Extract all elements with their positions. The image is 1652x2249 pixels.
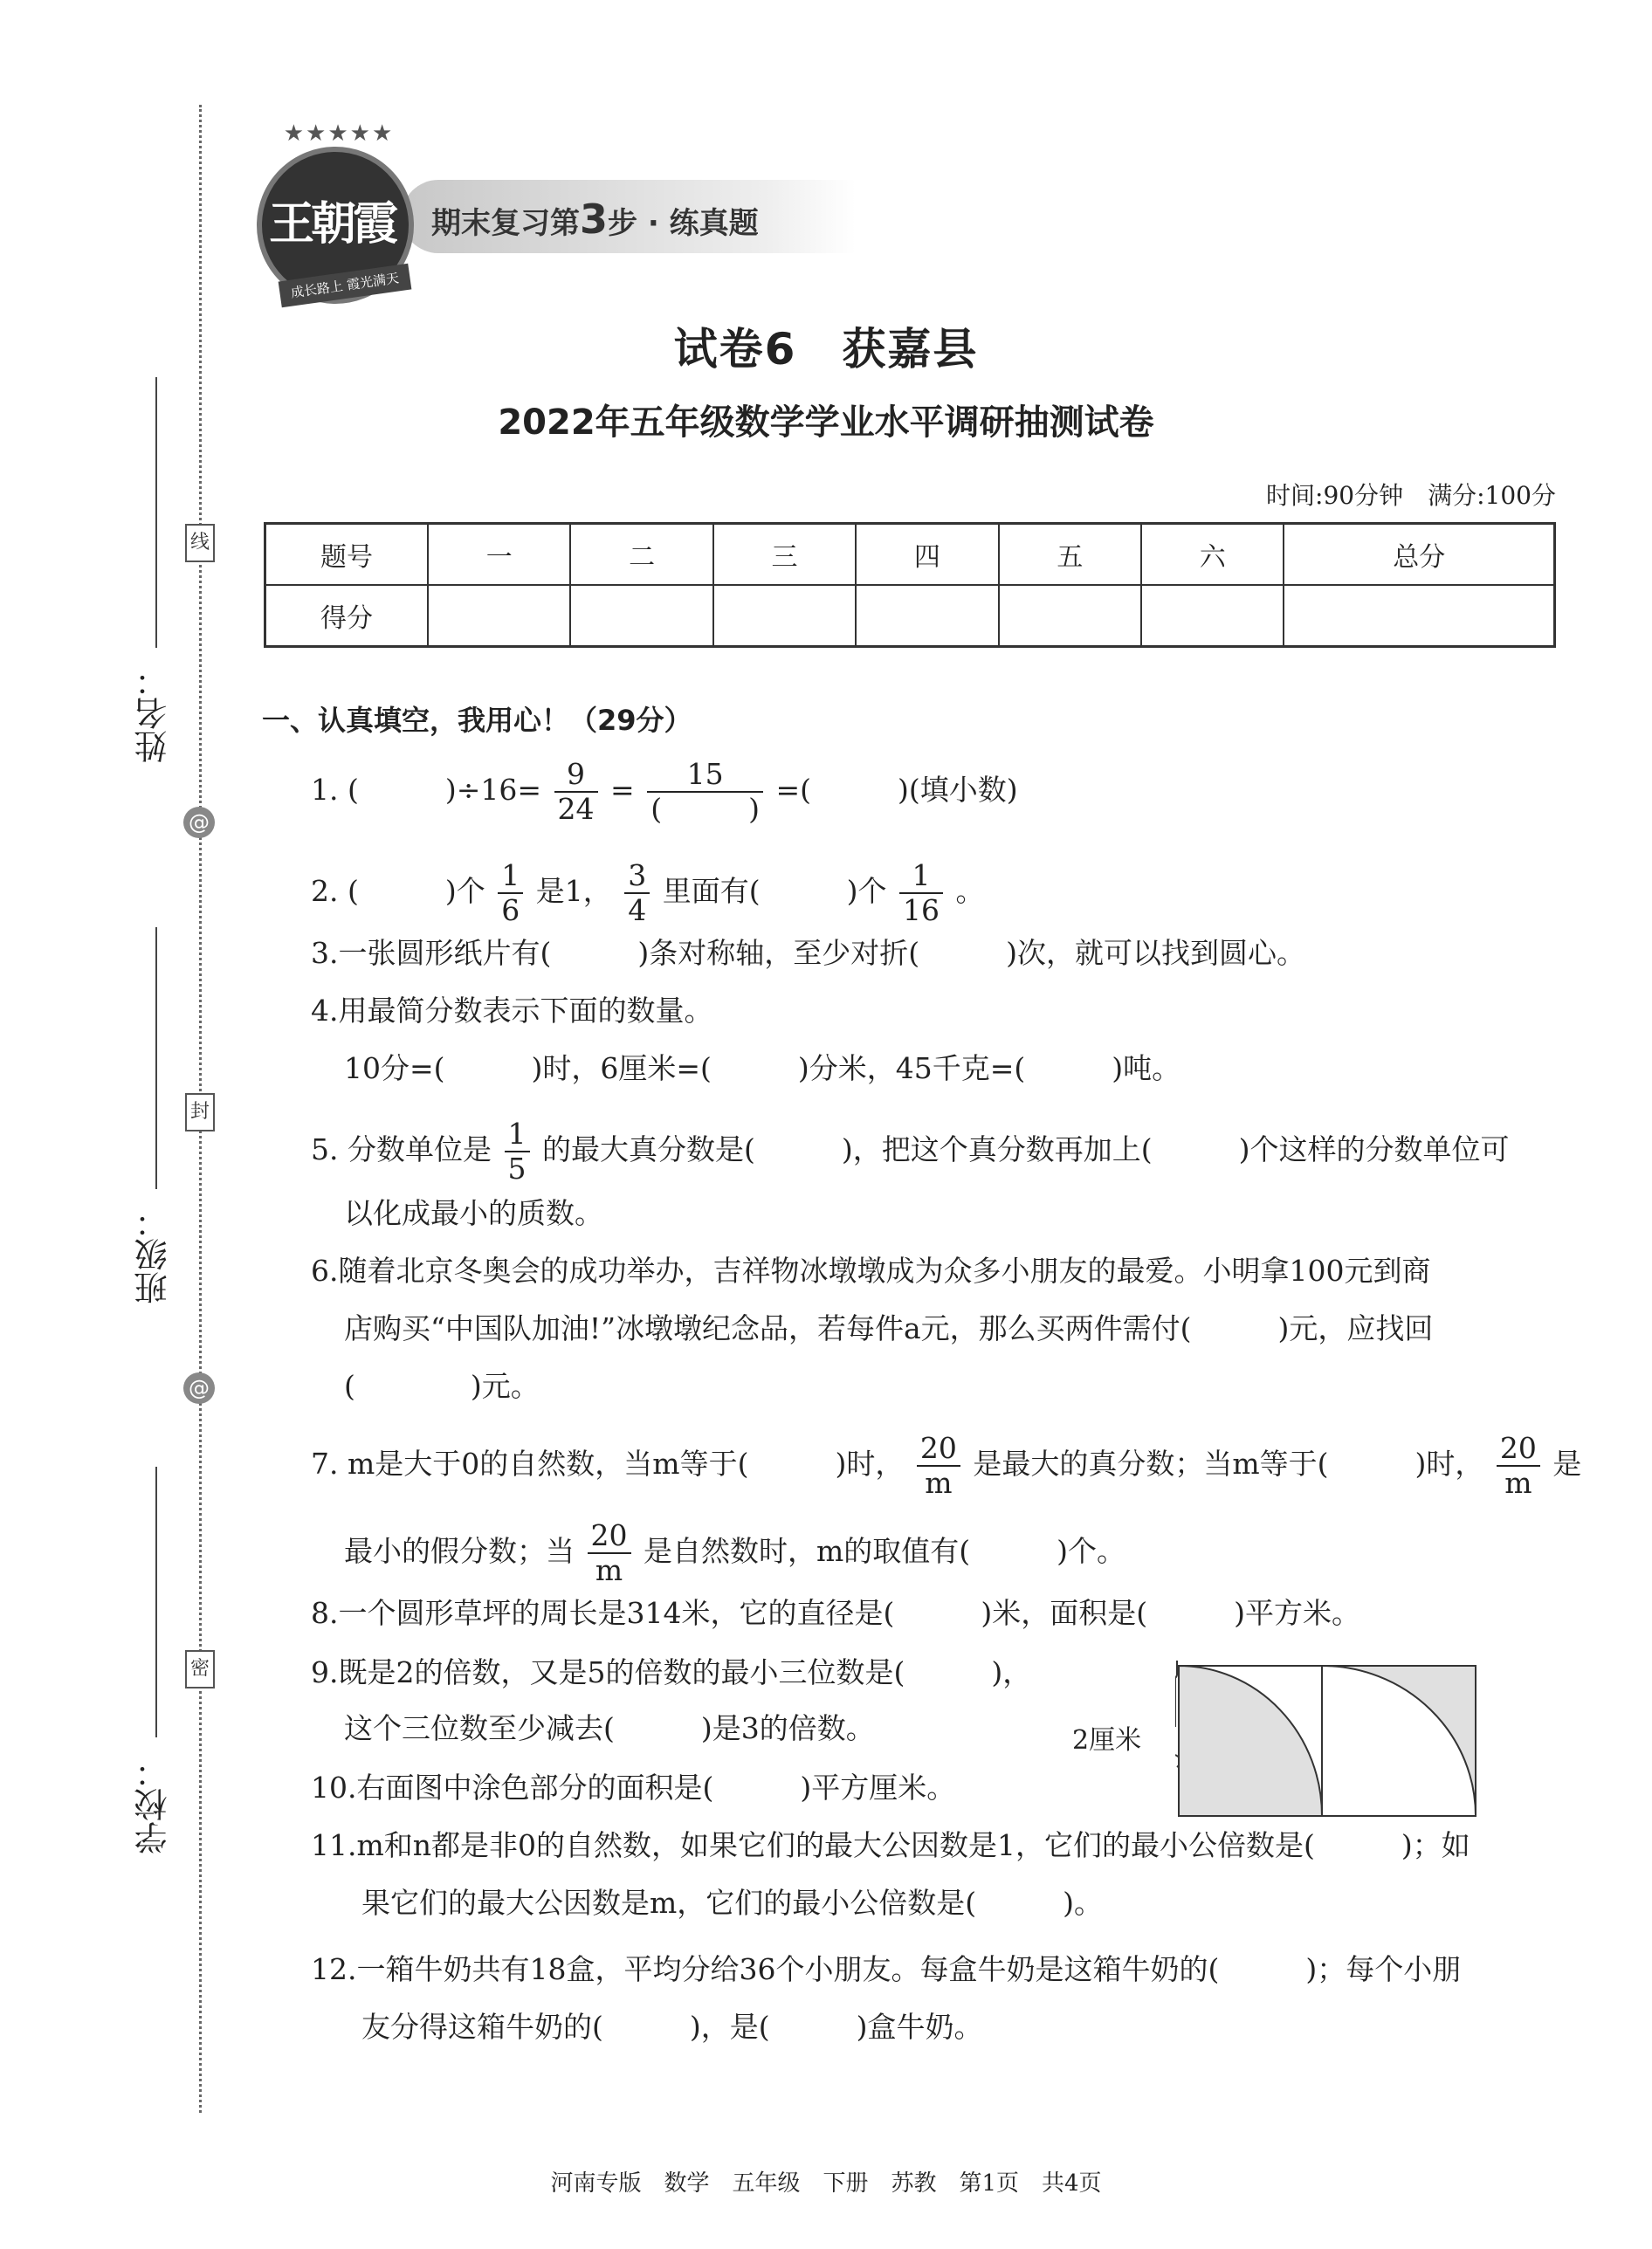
q-text: 。	[955, 873, 985, 908]
question-2	[311, 859, 985, 927]
fraction: $\frac{15}{( )}$	[647, 758, 763, 826]
header-cell: 四	[856, 524, 998, 586]
question-5-line2: 以化成最小的质数。	[344, 1196, 603, 1230]
fraction: $\frac{20}{m}$	[588, 1519, 631, 1587]
q-text: m和n都是非0的自然数，如果它们的最大公因数是1，它们的最小公倍数是( )；如	[356, 1828, 1470, 1862]
fraction: $\frac{9}{24}$	[554, 758, 598, 826]
school-field[interactable]	[155, 1467, 157, 1737]
fraction: $\frac{3}{4}$	[624, 859, 650, 927]
question-12	[311, 1950, 1461, 1989]
q-text: 是	[1552, 1446, 1582, 1481]
q-text: =( )(填小数)	[775, 772, 1018, 807]
q-text: 一个圆形草坪的周长是314米，它的直径是( )米，面积是( )平方米。	[338, 1596, 1360, 1630]
header-cell: 三	[713, 524, 856, 586]
swirl-icon: @	[183, 1372, 215, 1404]
q-number: 5.	[311, 1131, 339, 1166]
school-label: 学校：	[134, 1755, 173, 1854]
fraction: $\frac{20}{m}$	[917, 1432, 960, 1500]
question-10	[311, 1769, 955, 1807]
q-text: 用最简分数表示下面的数量。	[338, 994, 713, 1028]
fraction: $\frac{20}{m}$	[1497, 1432, 1540, 1500]
question-3	[311, 934, 1305, 973]
q-number: 6.	[311, 1254, 339, 1288]
question-7	[311, 1432, 1581, 1500]
question-9-line2: 这个三位数至少减去( )是3的倍数。	[344, 1711, 875, 1745]
question-6-line2: 店购买“中国队加油!”冰墩墩纪念品，若每件a元，那么买两件需付( )元，应找回	[344, 1311, 1434, 1345]
q-text: ( )个	[348, 873, 485, 908]
fraction: $\frac{1}{5}$	[505, 1118, 530, 1186]
fraction: $\frac{1}{6}$	[498, 859, 523, 927]
score-cell[interactable]	[570, 585, 712, 647]
logo-text: 王朝霞	[268, 197, 395, 251]
q-number: 4.	[311, 994, 339, 1028]
section-1-title: 一、认真填空，我用心！（29分）	[262, 704, 692, 737]
score-cell[interactable]	[1284, 585, 1554, 647]
q-text: 的最大真分数是( )，把这个真分数再加上( )个这样的分数单位可	[542, 1131, 1510, 1166]
q-text: 随着北京冬奥会的成功举办，吉祥物冰墩墩成为众多小朋友的最爱。小明拿100元到商	[338, 1254, 1431, 1288]
figure-label: 2厘米	[1072, 1725, 1142, 1756]
binding-char-seal: 封	[185, 1093, 215, 1131]
q-text: 是最大的真分数；当m等于( )时，	[973, 1446, 1484, 1481]
header-cell: 题号	[265, 524, 429, 586]
q-number: 10.	[311, 1771, 357, 1805]
q-number: 2.	[311, 873, 339, 908]
stars-icon: ★★★★★	[283, 120, 395, 147]
question-6	[311, 1252, 1431, 1290]
fraction: $\frac{1}{16}$	[899, 859, 943, 927]
q-number: 8.	[311, 1596, 339, 1630]
score-table	[264, 522, 1556, 648]
question-12-line2: 友分得这箱牛奶的( )，是( )盒牛奶。	[361, 2010, 983, 2044]
score-header-row	[265, 524, 1555, 586]
question-6-line3: ( )元。	[344, 1369, 540, 1403]
q-number: 1.	[311, 772, 339, 807]
q-text: 一张圆形纸片有( )条对称轴，至少对折( )次，就可以找到圆心。	[338, 936, 1305, 970]
question-9	[311, 1654, 1031, 1692]
score-cell[interactable]	[1141, 585, 1284, 647]
shaded-figure	[1175, 1659, 1481, 1833]
name-label: 姓名：	[134, 664, 173, 763]
q-text: ( )÷16=	[348, 772, 542, 807]
score-cell[interactable]	[999, 585, 1141, 647]
q-text: 一箱牛奶共有18盒，平均分给36个小朋友。每盒牛奶是这箱牛奶的( )；每个小朋	[356, 1952, 1462, 1986]
q-number: 11.	[311, 1828, 357, 1862]
logo-slogan: 成长路上 霞光满天	[279, 264, 412, 308]
score-cell[interactable]	[428, 585, 570, 647]
question-5	[311, 1118, 1510, 1186]
q-number: 12.	[311, 1952, 357, 1986]
score-row	[265, 585, 1555, 647]
q-text: m是大于0的自然数，当m等于( )时，	[348, 1446, 905, 1481]
binding-char-line: 线	[185, 524, 215, 562]
question-11-line2: 果它们的最大公因数是m，它们的最小公倍数是( )。	[361, 1886, 1104, 1920]
q-text: 分数单位是	[348, 1131, 492, 1166]
q-text: 最小的假分数；当	[344, 1533, 575, 1568]
exam-meta: 时间:90分钟 满分:100分	[1266, 481, 1556, 510]
class-label: 班级：	[134, 1205, 173, 1304]
question-7-line2	[344, 1519, 1125, 1587]
q-text: =	[610, 772, 635, 807]
question-8	[311, 1594, 1360, 1633]
header-cell: 总分	[1284, 524, 1554, 586]
q-text: 里面有( )个	[662, 873, 887, 908]
score-cell[interactable]	[856, 585, 998, 647]
question-1	[311, 758, 1018, 826]
banner-text: 期末复习第3步 · 练真题	[431, 196, 759, 243]
score-cell[interactable]	[713, 585, 856, 647]
paper-subtitle: 2022年五年级数学学业水平调研抽测试卷	[498, 402, 1154, 443]
swirl-icon: @	[183, 807, 215, 838]
header-cell: 二	[570, 524, 712, 586]
page-footer: 河南专版 数学 五年级 下册 苏教 第1页 共4页	[550, 2170, 1102, 2197]
q-number: 3.	[311, 936, 339, 970]
header-cell: 五	[999, 524, 1141, 586]
header-cell: 六	[1141, 524, 1284, 586]
q-text: 是自然数时，m的取值有( )个。	[644, 1533, 1126, 1568]
header-cell: 一	[428, 524, 570, 586]
q-text: 是1，	[535, 873, 612, 908]
q-text: 右面图中涂色部分的面积是( )平方厘米。	[356, 1771, 956, 1805]
class-field[interactable]	[155, 927, 157, 1189]
question-4-line2: 10分=( )时，6厘米=( )分米，45千克=( )吨。	[344, 1051, 1181, 1085]
question-11	[311, 1826, 1470, 1865]
q-number: 7.	[311, 1446, 339, 1481]
question-4	[311, 992, 713, 1030]
binding-char-secret: 密	[185, 1650, 215, 1688]
q-text: 既是2的倍数，又是5的倍数的最小三位数是( )，	[338, 1655, 1032, 1689]
paper-title: 试卷6 获嘉县	[673, 324, 979, 375]
q-number: 9.	[311, 1655, 339, 1689]
score-row-label: 得分	[265, 585, 429, 647]
